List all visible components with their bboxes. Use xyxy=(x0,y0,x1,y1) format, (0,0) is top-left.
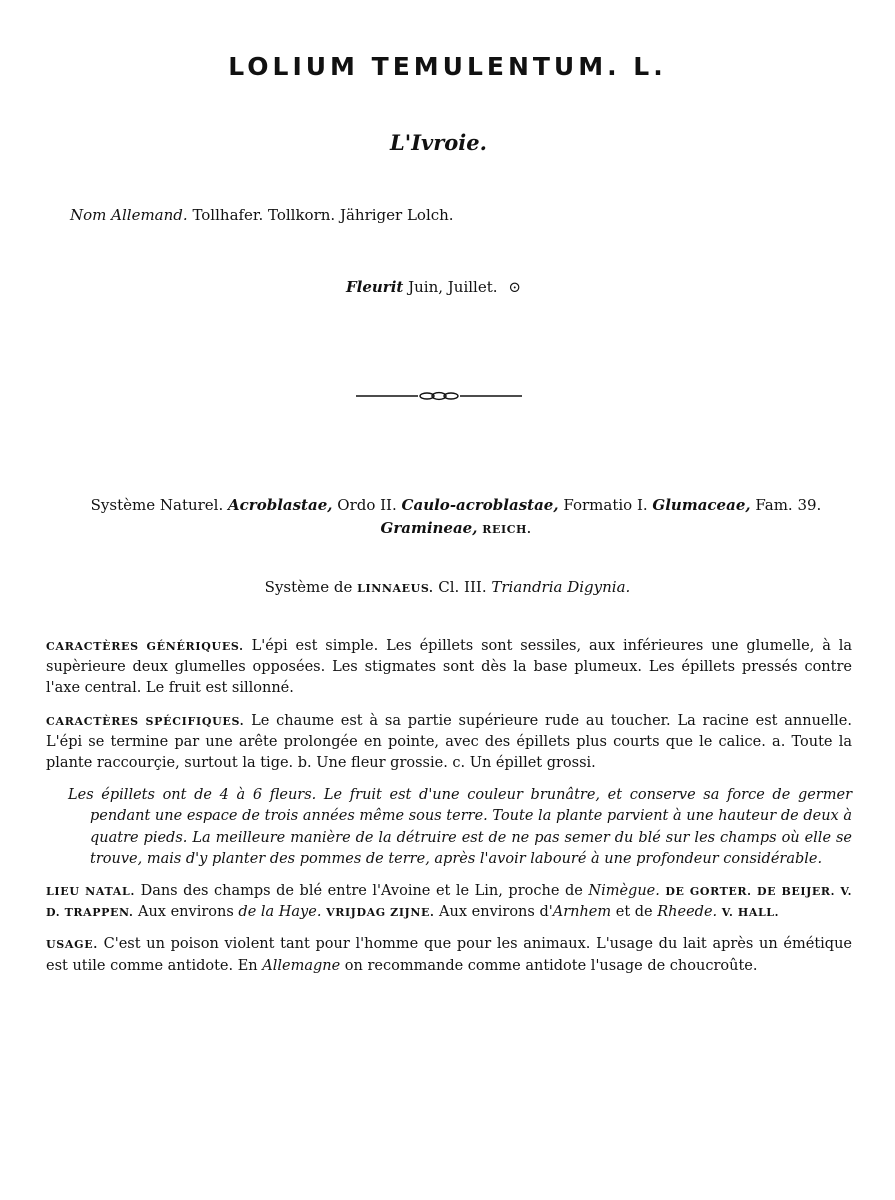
generic-text: L'épi est simple. Les épillets sont sessiles, aux inférieures une glumelle, à la supèrieure deux glumelles opposées. Les stigmates sont dès la base plumeux. Les épillets pressés contre l'axe central. Le fruit est sillonné. xyxy=(46,638,853,697)
linnaean-name: Triandria Digynia. xyxy=(491,578,631,596)
description-body xyxy=(46,636,852,988)
common-name: L'Ivroie. xyxy=(390,130,487,155)
habitat-text-4: et de xyxy=(615,904,653,921)
linnaean-label: Système de xyxy=(264,578,353,596)
usage-heading: USAGE. xyxy=(46,938,98,952)
specific-characters xyxy=(46,711,852,775)
habitat-text-3: Aux environs d' xyxy=(439,904,553,921)
natural-order: Ordo II. xyxy=(337,496,397,514)
specific-heading: CARACTÈRES SPÉCIFIQUES. xyxy=(46,714,245,728)
ornament-divider xyxy=(356,388,522,404)
natural-system xyxy=(66,494,846,541)
habitat-place-2: de la Haye. xyxy=(238,904,322,921)
habitat-place-1: Nimègue. xyxy=(588,883,660,900)
linnaean-class: Cl. III. xyxy=(438,578,487,596)
flowering-label: Fleurit xyxy=(346,278,404,296)
natural-formation: Formatio I. xyxy=(563,496,648,514)
habitat-place-3: Arnhem xyxy=(552,904,612,921)
italic-note: Les épillets ont de 4 à 6 fleurs. Le fruit est d'une couleur brunâtre, et conserve sa force de germer pendant une espace de trois années même sous terre. Toute la plante parvient à une hauteur de deux à quatre pieds. La meilleure manière de la détruire est de ne pas semer du blé sur les champs où elle se trouve, mais d'y planter des pommes de terre, après l'avoir labouré à une profondeur considérable. xyxy=(68,787,852,867)
german-name-label: Nom Allemand. xyxy=(70,206,188,224)
page-title: LOLIUM TEMULENTUM. L. xyxy=(228,52,667,81)
habitat-place-4: Rheede. xyxy=(657,904,718,921)
natural-family: Gramineae, xyxy=(380,519,478,537)
habitat-heading: LIEU NATAL. xyxy=(46,885,135,899)
habitat xyxy=(46,881,852,923)
linnaean-author: LINNAEUS. xyxy=(357,582,434,595)
generic-characters xyxy=(46,636,852,700)
annual-symbol-icon: ⊙ xyxy=(508,278,521,296)
natural-authority: REICH. xyxy=(482,523,532,536)
habitat-text-1: Dans des champs de blé entre l'Avoine et le Lin, proche de xyxy=(140,883,583,900)
natural-class: Acroblastae, xyxy=(228,496,333,514)
usage xyxy=(46,934,852,976)
natural-group: Glumaceae, xyxy=(652,496,751,514)
usage-place: Allemagne xyxy=(262,957,341,974)
linnaean-system xyxy=(0,578,895,596)
specific-text: Le chaume est à sa partie supérieure rude au toucher. La racine est annuelle. L'épi se termine par une arête prolongée en pointe, avec des épillets plus courts que le calice. a. Toute la plante raccourçie, surtout la tige. b. Une fleur grossie. c. Un épillet grossi. xyxy=(46,712,852,772)
natural-suborder: Caulo-acroblastae, xyxy=(401,496,559,514)
habitat-authority-3: V. HALL. xyxy=(721,906,780,920)
flowering-line xyxy=(346,278,521,296)
german-names: Tollhafer. Tollkorn. Jähriger Lolch. xyxy=(192,206,454,224)
usage-text-2: on recommande comme antidote l'usage de choucroûte. xyxy=(344,957,758,974)
flowering-months: Juin, Juillet. xyxy=(408,278,498,296)
habitat-text-2: Aux environs xyxy=(138,904,234,921)
natural-family-number: Fam. 39. xyxy=(755,496,822,514)
german-name-line xyxy=(70,206,454,224)
usage-text-1: C'est un poison violent tant pour l'homme que pour les animaux. L'usage du lait après un émétique est utile comme antidote. En xyxy=(46,936,853,974)
habitat-authority-2: VRIJDAG ZIJNE. xyxy=(326,906,435,920)
natural-system-label: Système Naturel. xyxy=(90,496,224,514)
generic-heading: CARACTÈRES GÉNÉRIQUES. xyxy=(46,640,244,653)
habitat-authority-1: DE GORTER. DE BEIJER. V. D. TRAPPEN. xyxy=(46,885,853,920)
